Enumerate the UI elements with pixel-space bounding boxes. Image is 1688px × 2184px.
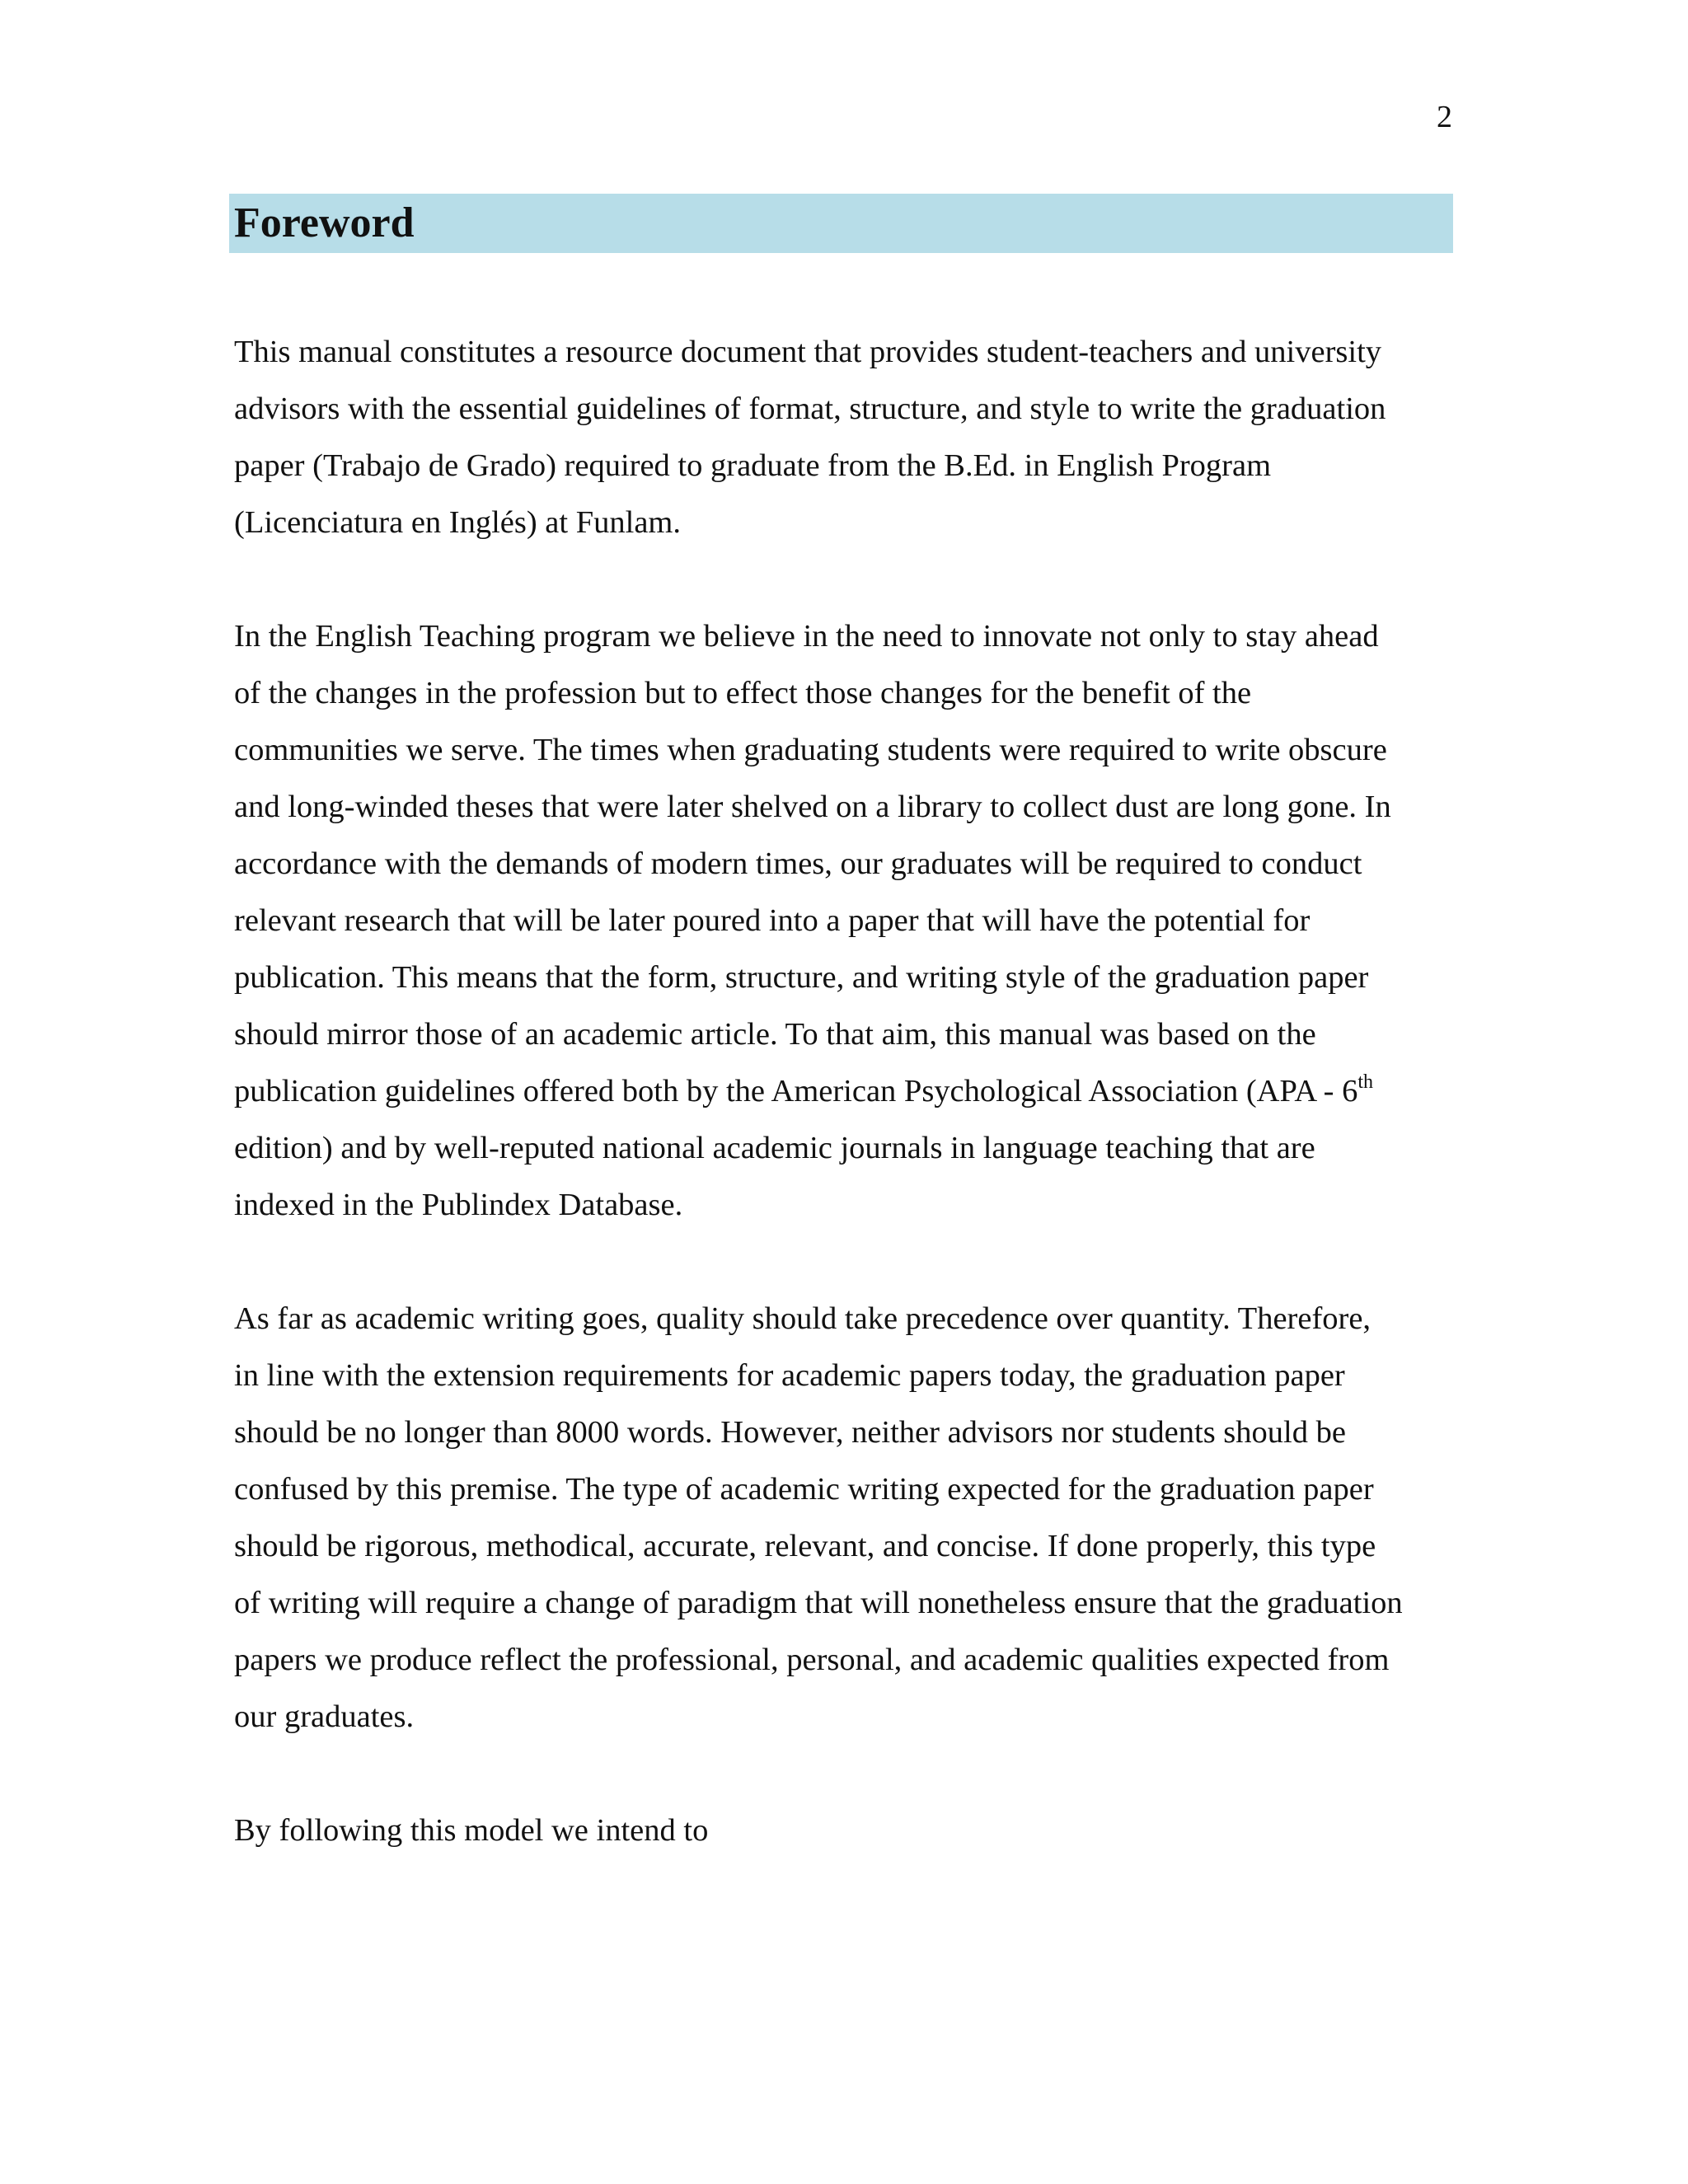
text-line: accordance with the demands of modern times, our graduates will be required to conduct (234, 846, 1362, 881)
text-line: should be rigorous, methodical, accurate, relevant, and concise. If done properly, this type (234, 1529, 1376, 1563)
paragraph-1 (234, 324, 1454, 551)
document-body (234, 324, 1454, 1859)
text-line: publication. This means that the form, structure, and writing style of the graduation paper (234, 960, 1369, 995)
superscript: th (1357, 1071, 1374, 1093)
text-line: confused by this premise. The type of academic writing expected for the graduation paper (234, 1472, 1374, 1507)
text-line-with-superscript (234, 1063, 1454, 1120)
text-line: and long-winded theses that were later shelved on a library to collect dust are long gone. In (234, 790, 1391, 824)
section-heading: Foreword (234, 199, 415, 246)
paragraph-3 (234, 1291, 1454, 1746)
text-line: of the changes in the profession but to effect those changes for the benefit of the (234, 676, 1252, 710)
text-line: edition) and by well-reputed national academic journals in language teaching that are (234, 1131, 1315, 1165)
text-line: indexed in the Publindex Database. (234, 1188, 683, 1222)
text-line: advisors with the essential guidelines of format, structure, and style to write the graduation (234, 391, 1386, 426)
paragraph-gap (234, 551, 1454, 608)
page-number: 2 (1437, 100, 1452, 134)
heading-bar (229, 194, 1453, 253)
text-line: communities we serve. The times when graduating students were required to write obscure (234, 733, 1387, 767)
text-line: in line with the extension requirements for academic papers today, the graduation paper (234, 1358, 1345, 1393)
paragraph-2 (234, 608, 1454, 1234)
text-line: of writing will require a change of paradigm that will nonetheless ensure that the graduation (234, 1586, 1403, 1620)
text-line: papers we produce reflect the professional, personal, and academic qualities expected from (234, 1643, 1390, 1677)
text-segment: publication guidelines offered both by the American Psychological Association (APA - 6 (234, 1074, 1358, 1108)
text-line: paper (Trabajo de Grado) required to graduate from the B.Ed. in English Program (234, 448, 1272, 483)
text-line: By following this model we intend to (234, 1813, 709, 1848)
text-line: should be no longer than 8000 words. However, neither advisors nor students should be (234, 1415, 1346, 1450)
paragraph-4 (234, 1802, 1454, 1859)
text-line: our graduates. (234, 1699, 415, 1734)
text-line: In the English Teaching program we believe in the need to innovate not only to stay ahead (234, 619, 1379, 654)
text-line: As far as academic writing goes, quality should take precedence over quantity. Therefore, (234, 1301, 1372, 1336)
paragraph-gap (234, 1234, 1454, 1291)
text-line: (Licenciatura en Inglés) at Funlam. (234, 505, 681, 540)
text-line: This manual constitutes a resource document that provides student-teachers and university (234, 335, 1382, 369)
text-line: should mirror those of an academic article. To that aim, this manual was based on the (234, 1017, 1316, 1052)
paragraph-gap (234, 1746, 1454, 1802)
text-line: relevant research that will be later poured into a paper that will have the potential for (234, 903, 1311, 938)
